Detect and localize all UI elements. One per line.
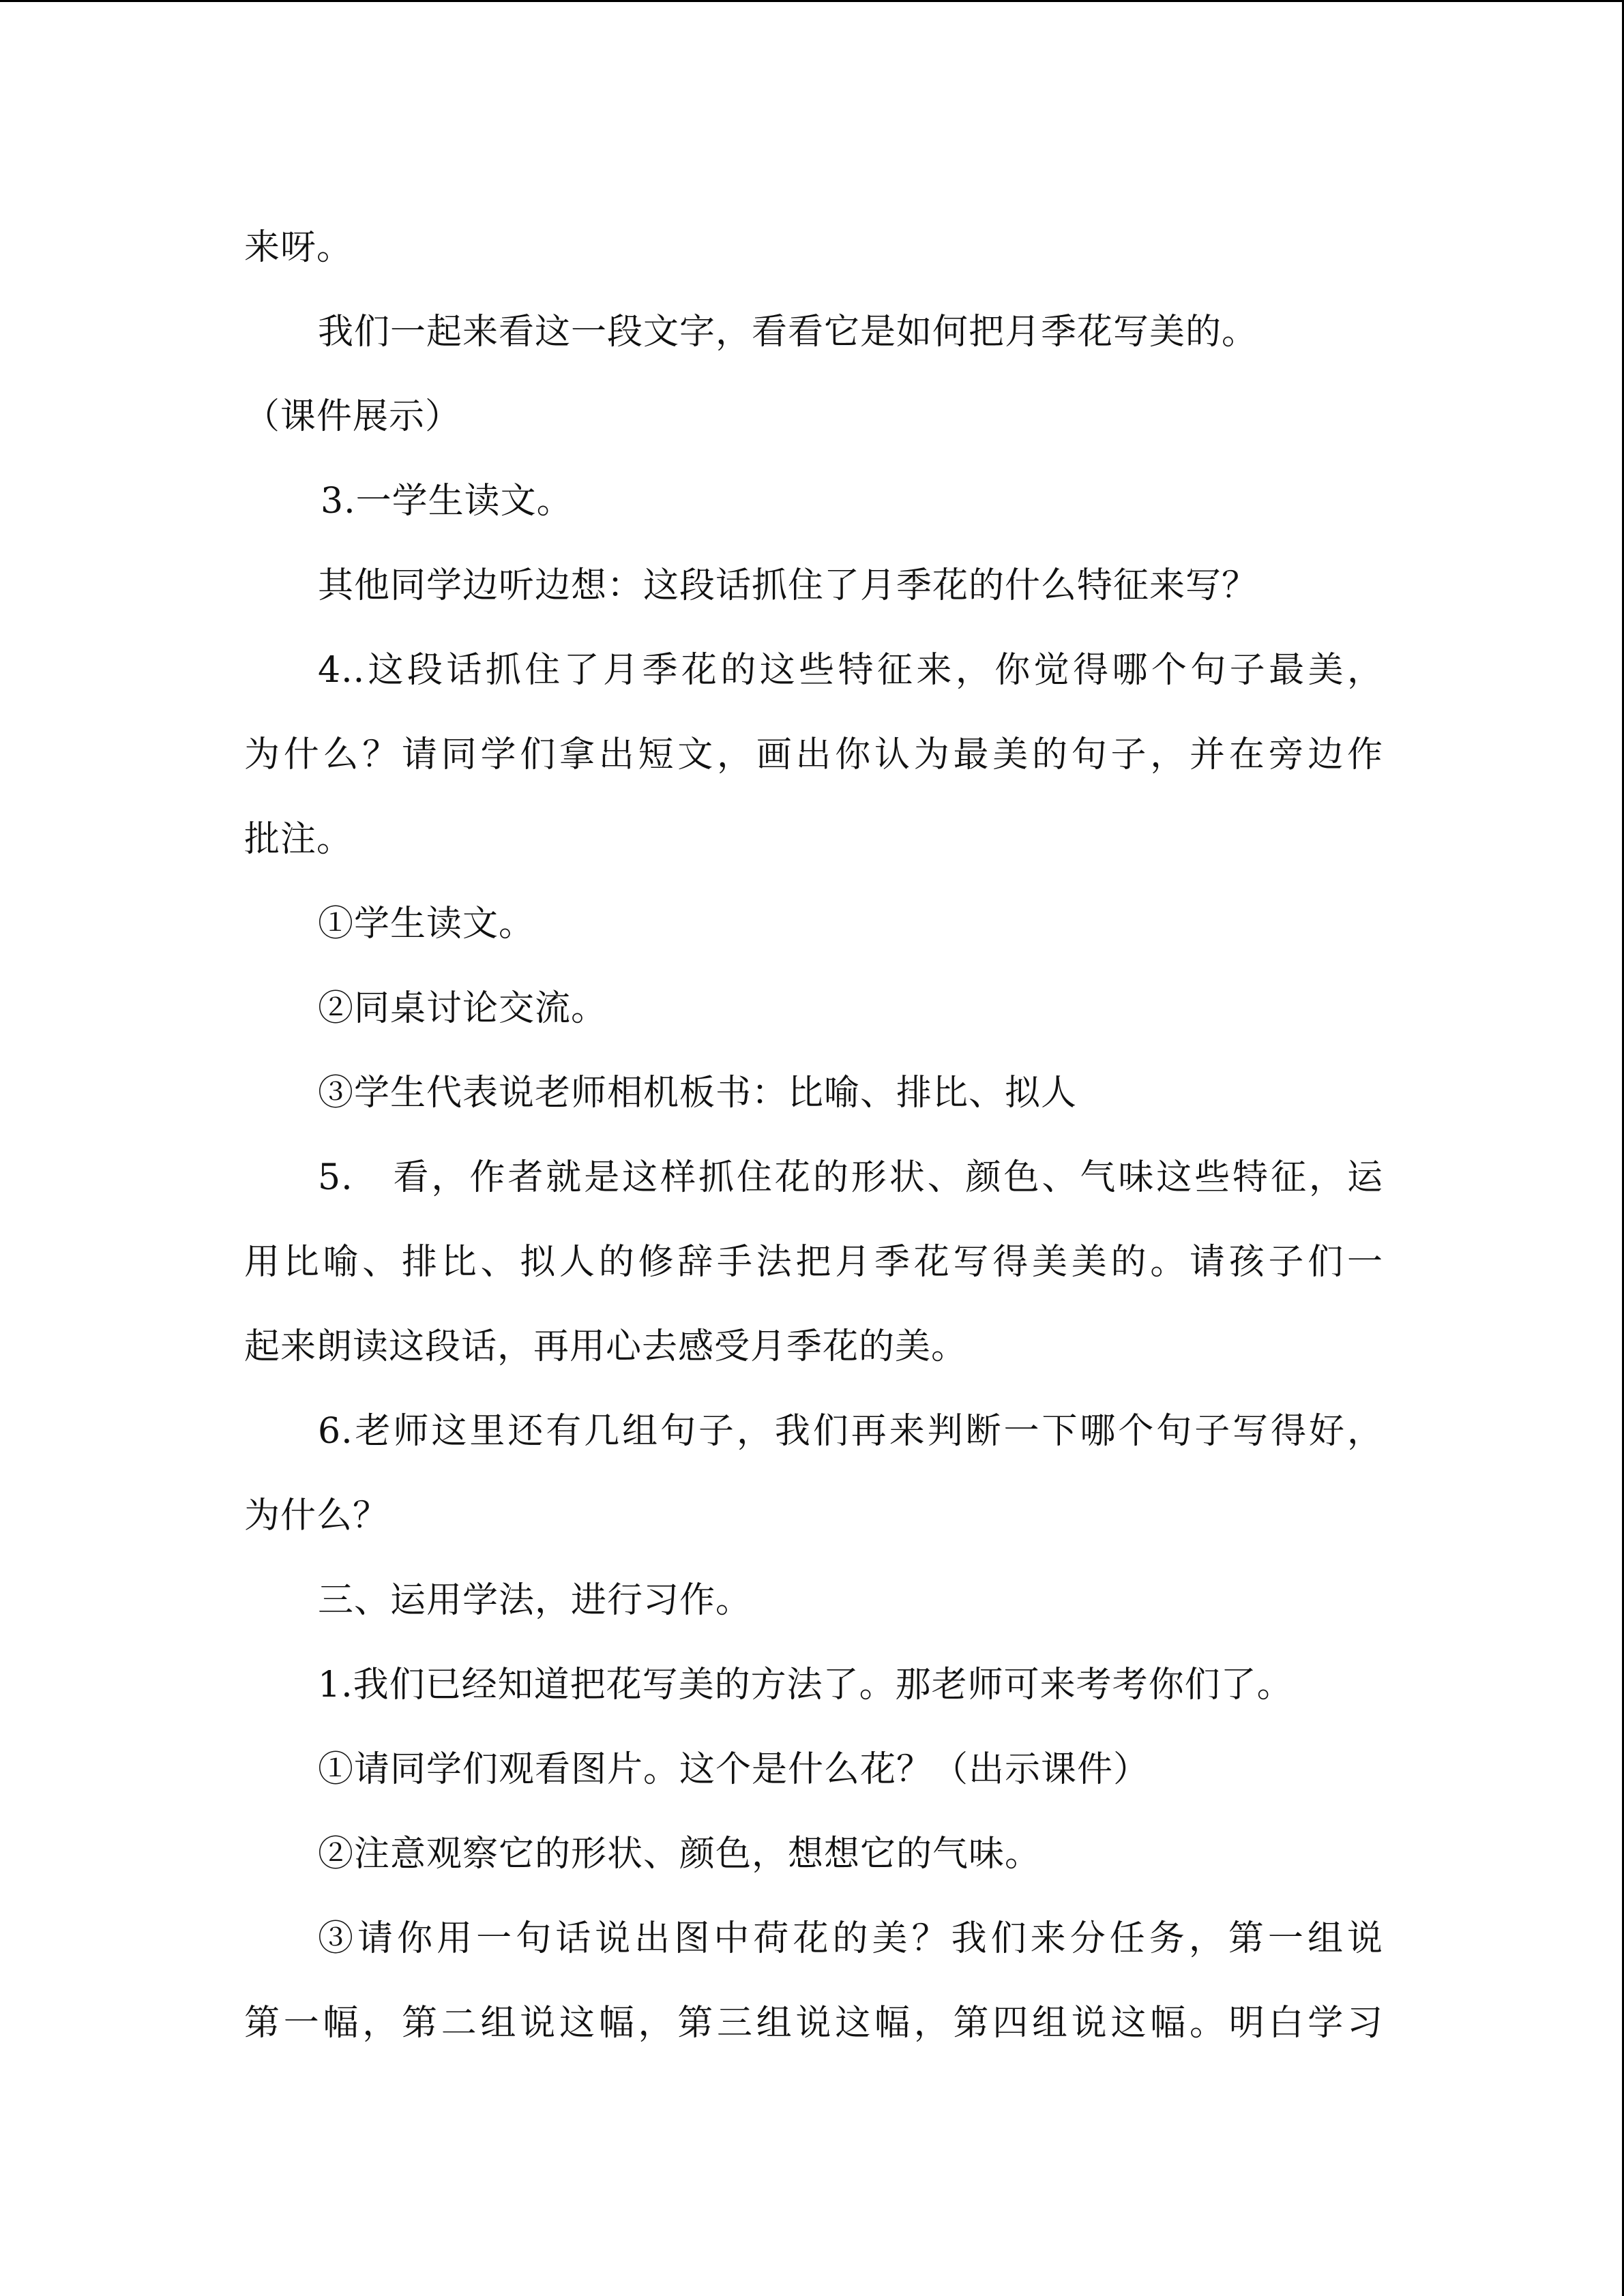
- text-line: [244, 555, 1383, 640]
- text-line: [244, 1654, 1383, 1739]
- line-text: 第一幅，第二组说这幅，第三组说这幅，第四组说这幅。明白学习: [244, 2003, 1383, 2044]
- line-text: 用比喻、排比、拟人的修辞手法把月季花写得美美的。请孩子们一: [244, 1242, 1383, 1283]
- line-text: ③学生代表说老师相机板书：比喻、排比、拟人: [318, 1073, 1078, 1114]
- line-text: 4..这段话抓住了月季花的这些特征来，你觉得哪个句子最美，: [318, 650, 1383, 691]
- text-line: [244, 893, 1383, 978]
- line-text: ②注意观察它的形状、颜色，想想它的气味。: [318, 1834, 1042, 1875]
- document-page: [244, 217, 1383, 2077]
- line-text: 其他同学边听边想：这段话抓住了月季花的什么特征来写？: [318, 565, 1258, 606]
- line-text: 5. 看，作者就是这样抓住花的形状、颜色、气味这些特征，运: [318, 1157, 1383, 1198]
- text-line: [244, 1908, 1383, 1993]
- line-text: ①学生读文。: [318, 904, 535, 944]
- text-line: [244, 1232, 1383, 1316]
- text-line: [244, 1570, 1383, 1654]
- text-line: [244, 471, 1383, 555]
- text-line: [244, 1823, 1383, 1908]
- line-text: 批注。: [244, 819, 353, 860]
- line-text: 为什么？: [244, 1495, 389, 1536]
- text-line: [244, 640, 1383, 724]
- text-line: [244, 1993, 1383, 2077]
- text-line: [244, 1147, 1383, 1232]
- text-line: [244, 1062, 1383, 1147]
- line-text: 1.我们已经知道把花写美的方法了。那老师可来考考你们了。: [318, 1665, 1293, 1705]
- text-line: [244, 724, 1383, 809]
- line-text: ②同桌讨论交流。: [318, 988, 608, 1029]
- text-line: [244, 1401, 1383, 1485]
- text-line: [244, 386, 1383, 471]
- line-text: ③请你用一句话说出图中荷花的美？我们来分任务，第一组说: [318, 1918, 1383, 1959]
- line-text: 来呀。: [244, 227, 353, 268]
- line-text: 三、运用学法，进行习作。: [318, 1580, 752, 1621]
- line-text: 3.一学生读文。: [321, 481, 573, 522]
- text-line: [244, 809, 1383, 893]
- line-text: ①请同学们观看图片。这个是什么花？（出示课件）: [318, 1749, 1150, 1790]
- line-text: 我们一起来看这一段文字，看看它是如何把月季花写美的。: [318, 312, 1258, 353]
- text-line: [244, 978, 1383, 1062]
- text-line: [244, 1739, 1383, 1823]
- text-line: [244, 1485, 1383, 1570]
- line-text: （课件展示）: [244, 396, 462, 437]
- line-text: 为什么？请同学们拿出短文，画出你认为最美的句子，并在旁边作: [244, 734, 1383, 775]
- line-text: 6.老师这里还有几组句子，我们再来判断一下哪个句子写得好，: [318, 1411, 1383, 1452]
- text-line: [244, 1316, 1383, 1401]
- page-top-border: [0, 0, 1624, 2]
- text-line: [244, 301, 1383, 386]
- text-line: [244, 217, 1383, 301]
- line-text: 起来朗读这段话，再用心去感受月季花的美。: [244, 1326, 968, 1367]
